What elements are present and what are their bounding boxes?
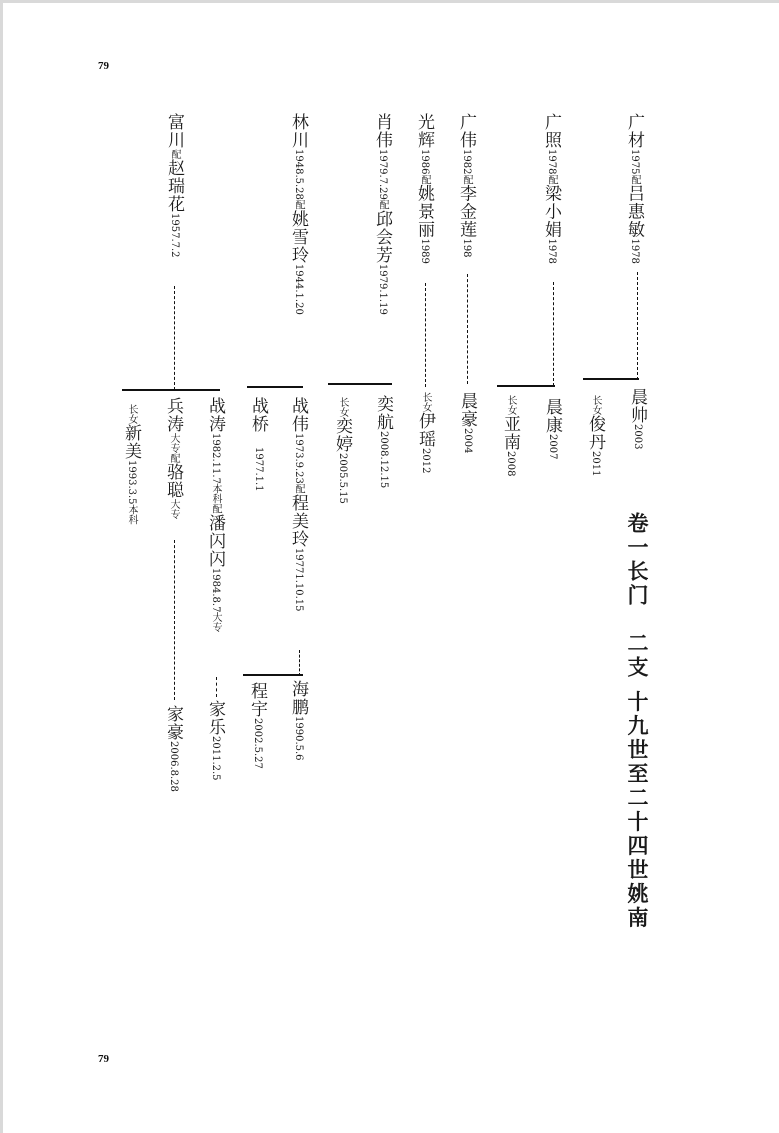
spouse-mark: 配 (419, 174, 430, 185)
name: 兵涛 (163, 397, 183, 433)
person-guangcai (625, 113, 642, 264)
birth-date: 1993.3.5 (126, 460, 137, 505)
spouse-name: 李金莲 (456, 184, 476, 239)
person-zhantao (206, 397, 223, 632)
spouse-education: 大专 (210, 612, 221, 633)
birth-date: 1978 (546, 149, 557, 175)
education: 本科 (210, 483, 221, 504)
person-jiale (206, 700, 223, 781)
name: 俊丹 (585, 415, 605, 451)
person-chengyu (248, 682, 265, 769)
birth-date: 2011.2.5 (210, 736, 221, 781)
connector-dashed (425, 283, 426, 387)
name: 海鹏 (288, 680, 308, 716)
spouse-name: 骆聪 (163, 463, 183, 499)
name: 战伟 (288, 397, 308, 433)
birth-date: 2012 (420, 448, 431, 474)
spouse-mark: 配 (293, 483, 304, 494)
relation-prefix: 长女 (337, 397, 348, 417)
person-fuchuan (165, 113, 182, 258)
birth-date: 1948.5.28 (293, 149, 304, 200)
spouse-name: 邱会芳 (372, 209, 392, 264)
person-xiaowei (373, 113, 390, 315)
relation-prefix: 长女 (505, 395, 516, 415)
birth-date: 2005.5.15 (337, 453, 348, 504)
connector-dashed (174, 286, 175, 390)
spouse-birth: 1957.7.2 (169, 213, 180, 258)
spouse-birth: 198 (461, 238, 472, 258)
person-chenhao (458, 392, 475, 453)
branch-line (583, 378, 639, 380)
birth-date: 2008.12.15 (378, 431, 389, 489)
birth-date: 2003 (632, 424, 643, 450)
spouse-birth: 19771.10.15 (293, 547, 304, 612)
birth-date: 1986 (419, 149, 430, 175)
spouse-mark: 配 (293, 199, 304, 210)
name: 广照 (541, 113, 561, 149)
page-title: 卷一长门 二支 十九世至二十四世姚南 (625, 512, 649, 931)
birth-date: 1982.11.7 (210, 433, 221, 484)
birth-date: 2011 (590, 451, 601, 477)
name: 亚南 (500, 415, 520, 451)
spouse-birth: 1978 (629, 238, 640, 264)
name: 奕航 (373, 395, 393, 431)
person-yiyao (416, 392, 433, 473)
birth-date: 2002.5.27 (252, 718, 263, 769)
spouse-education: 大专 (168, 499, 179, 519)
person-guanghui (415, 113, 432, 264)
spouse-mark: 配 (461, 174, 472, 185)
birth-date: 1979.7.29 (377, 149, 388, 200)
person-yanan (501, 395, 518, 476)
spouse-name: 梁小娟 (541, 184, 561, 239)
name: 肖伟 (372, 113, 392, 149)
branch-line (243, 674, 303, 676)
person-xinmei (122, 404, 139, 525)
birth-date: 2004 (462, 428, 473, 454)
name: 晨帅 (627, 388, 647, 424)
spouse-birth: 1978 (546, 238, 557, 264)
name: 程宇 (247, 682, 267, 718)
spouse-name: 程美玲 (288, 493, 308, 548)
branch-line (497, 385, 555, 387)
person-guangzhao (542, 113, 559, 264)
branch-line (328, 383, 392, 385)
relation-prefix: 长女 (126, 404, 137, 424)
connector-dashed (553, 282, 554, 386)
branch-line (122, 389, 220, 391)
connector-dashed (174, 540, 175, 700)
name: 家豪 (163, 705, 183, 741)
person-bingtao (164, 397, 181, 519)
connector-dashed (216, 677, 217, 697)
person-haipeng (289, 680, 306, 761)
spouse-mark: 配 (377, 199, 388, 210)
birth-date: 1975 (629, 149, 640, 175)
person-linchuan (289, 113, 306, 315)
spouse-mark: 配 (210, 503, 221, 514)
branch-line (247, 386, 303, 388)
spouse-birth: 1989 (419, 238, 430, 264)
spouse-birth: 1944.1.20 (293, 263, 304, 315)
name: 新美 (121, 424, 141, 460)
name: 林川 (288, 113, 308, 149)
person-jiahao (164, 705, 181, 792)
spouse-name: 吕惠敏 (624, 184, 644, 239)
person-chenshuai (628, 388, 645, 449)
relation-prefix: 长女 (590, 395, 601, 415)
education: 大专 (168, 433, 179, 453)
name: 战涛 (205, 397, 225, 433)
birth-date: 2006.8.28 (168, 741, 179, 792)
name: 奕婷 (332, 417, 352, 453)
birth-date: 2007 (547, 434, 558, 460)
person-zhanqiao (249, 397, 266, 492)
page-number-top: 79 (98, 60, 109, 72)
person-yiting (333, 397, 350, 504)
spouse-mark: 配 (169, 149, 180, 159)
name: 广伟 (456, 113, 476, 149)
person-yihang (374, 395, 391, 488)
name: 战桥 (248, 397, 268, 433)
spouse-name: 赵瑞花 (164, 159, 184, 213)
spouse-mark: 配 (168, 453, 179, 463)
connector-dashed (467, 274, 468, 384)
relation-prefix: 长女 (420, 392, 431, 412)
spouse-name: 姚雪玲 (288, 209, 308, 264)
spouse-name: 姚景丽 (414, 184, 434, 239)
name: 光辉 (414, 113, 434, 149)
connector-dashed (637, 272, 638, 380)
spouse-birth: 1984.8.7 (210, 567, 221, 613)
birth-date: 2008 (505, 451, 516, 477)
birth-date: 1977.1.1 (253, 447, 264, 492)
person-jundan (586, 395, 603, 476)
name: 广材 (624, 113, 644, 149)
birth-date: 1982 (461, 149, 472, 175)
connector-dashed (299, 650, 300, 676)
person-chenkang (543, 398, 560, 459)
person-guangwei (457, 113, 474, 258)
spouse-name: 潘闪闪 (205, 513, 225, 568)
education: 本科 (126, 504, 137, 525)
name: 家乐 (205, 700, 225, 736)
birth-date: 1973.9.23 (293, 433, 304, 484)
spouse-mark: 配 (629, 174, 640, 185)
name: 晨康 (542, 398, 562, 434)
spouse-birth: 1979.1.19 (377, 263, 388, 315)
name: 晨豪 (457, 392, 477, 428)
birth-date: 1990.5.6 (293, 716, 304, 761)
name: 富川 (164, 113, 184, 149)
name: 伊瑶 (415, 412, 435, 448)
page-number-bottom: 79 (98, 1053, 109, 1065)
person-zhanwei (289, 397, 306, 612)
spouse-mark: 配 (546, 174, 557, 185)
